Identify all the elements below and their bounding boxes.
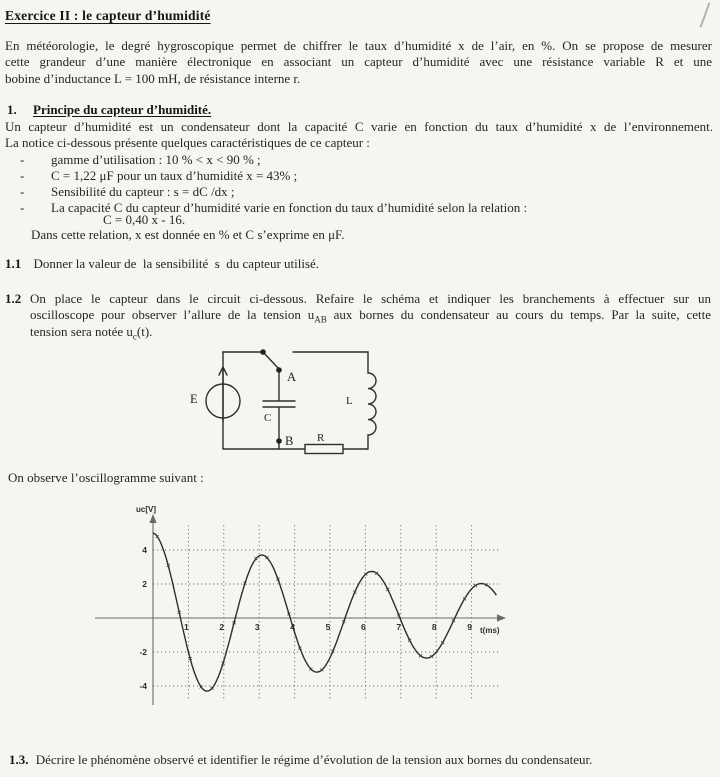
x-tick-label: 3	[254, 622, 260, 632]
switch-lever	[263, 352, 278, 368]
section1-heading-row	[7, 102, 211, 118]
uc-subscript: c	[132, 331, 137, 342]
y-axis-arrow-icon	[149, 514, 156, 523]
section1-body	[5, 119, 713, 152]
x-tick-label: 2	[219, 622, 225, 632]
question-1-2-line	[30, 307, 711, 323]
x-axis-label: t(ms)	[480, 626, 500, 635]
bullet-item	[20, 168, 710, 184]
page-title-row	[5, 8, 221, 24]
scan-artifact	[700, 2, 711, 27]
label-node-a: A	[287, 370, 297, 384]
oscillogram-chart	[95, 502, 515, 716]
uc-curve	[153, 533, 496, 691]
question-1-3-number: 1.3.	[9, 752, 29, 767]
label-resistor: R	[317, 432, 325, 444]
y-axis-label: uc[V]	[136, 505, 156, 514]
x-tick-label: 4	[290, 622, 295, 632]
question-1-3	[9, 752, 712, 768]
relation-formula: C = 0,40 x - 16.	[103, 212, 186, 227]
relation-note: Dans cette relation, x est donnée en % et C s’exprime en μF.	[31, 227, 345, 242]
y-tick-label: 4	[142, 545, 147, 555]
bullet-dash: -	[20, 200, 25, 215]
label-node-b: B	[285, 434, 294, 448]
circuit-diagram	[180, 340, 430, 465]
uab-subscript: AB	[314, 315, 327, 325]
q12-line2-text: oscilloscope pour observer l’allure de la tension u	[30, 307, 315, 323]
intro-line: bobine d’inductance L = 100 mH, de résistance interne r.	[5, 70, 301, 86]
intro-line: En météorologie, le degré hygroscopique permet de chiffrer le taux d’humidité x de l’air, en %. On se propose de mesurer	[5, 38, 712, 53]
bullet-text: gamme d’utilisation : 10 % < x < 90 % ;	[51, 152, 261, 167]
bullet-item	[20, 152, 710, 168]
y-tick-label: -2	[139, 647, 147, 657]
question-1-3-text: Décrire le phénomène observé et identifier le régime d’évolution de la tension aux bornes du condensateur.	[35, 752, 593, 767]
switch-pivot-dot	[260, 349, 266, 355]
x-tick-label: 6	[361, 622, 366, 632]
question-1-2-line	[30, 324, 711, 340]
x-tick-label: 9	[467, 622, 472, 632]
source-arrow-icon	[219, 367, 227, 422]
section1-body-line: Un capteur d’humidité est un condensateur dont la capacité C varie en fonction du taux d’humidité x de l’environnement.	[5, 119, 713, 134]
bullet-dash: -	[20, 152, 25, 167]
bullet-item	[20, 184, 710, 200]
page-title: Exercice II : le capteur d’humidité	[5, 8, 211, 23]
bullet-dash: -	[20, 184, 25, 199]
y-tick-label: -4	[139, 681, 147, 691]
question-1-2-line: On place le capteur dans le circuit ci-dessous. Refaire le schéma et indiquer les branchements à effectuer sur un	[30, 291, 711, 306]
section1-heading: Principe du capteur d’humidité.	[33, 102, 212, 117]
bullet-text: C = 1,22 μF pour un taux d’humidité x = 43% ;	[51, 168, 298, 183]
x-tick-label: 5	[325, 622, 331, 632]
q12-line3-text: tension sera notée u	[30, 323, 133, 339]
x-tick-label: 8	[431, 622, 437, 632]
x-tick-label: 1	[184, 622, 189, 632]
section1-body-line: La notice ci-dessous présente quelques caractéristiques de ce capteur :	[5, 135, 370, 151]
label-capacitor: C	[264, 412, 272, 424]
oscillogram-intro: On observe l’oscillogramme suivant :	[8, 470, 204, 485]
inductor-coil-symbol	[368, 373, 376, 435]
question-1-1-text: Donner la valeur de la sensibilité s du capteur utilisé.	[33, 256, 320, 271]
node-b-dot	[276, 438, 282, 444]
question-1-2-number: 1.2	[5, 291, 22, 306]
resistor-symbol	[305, 445, 343, 454]
question-1-1	[5, 256, 712, 272]
y-tick-label: 2	[142, 579, 147, 589]
intro-paragraph	[5, 38, 712, 87]
bullet-text: La capacité C du capteur d’humidité varie en fonction du taux d’humidité selon la relation :	[51, 200, 528, 215]
q12-line2-text2: aux bornes du condensateur au cours du temps. Par la suite, cette	[326, 307, 711, 323]
label-inductor: L	[346, 395, 353, 407]
x-axis-arrow-icon	[497, 614, 506, 621]
q12-line3-text2: (t).	[136, 323, 153, 339]
label-source: E	[190, 392, 198, 406]
section1-number: 1.	[7, 102, 17, 117]
question-1-2-text	[30, 291, 711, 340]
curve-point-markers	[156, 535, 488, 690]
question-1-1-number: 1.1	[5, 256, 22, 271]
intro-line: cette grandeur d’une manière électronique en associant un capteur d’humidité avec une résistance variable R et une	[5, 54, 712, 70]
x-tick-label: 7	[396, 622, 402, 632]
bullet-dash: -	[20, 168, 25, 183]
bullet-text: Sensibilité du capteur : s = dC /dx ;	[51, 184, 235, 199]
